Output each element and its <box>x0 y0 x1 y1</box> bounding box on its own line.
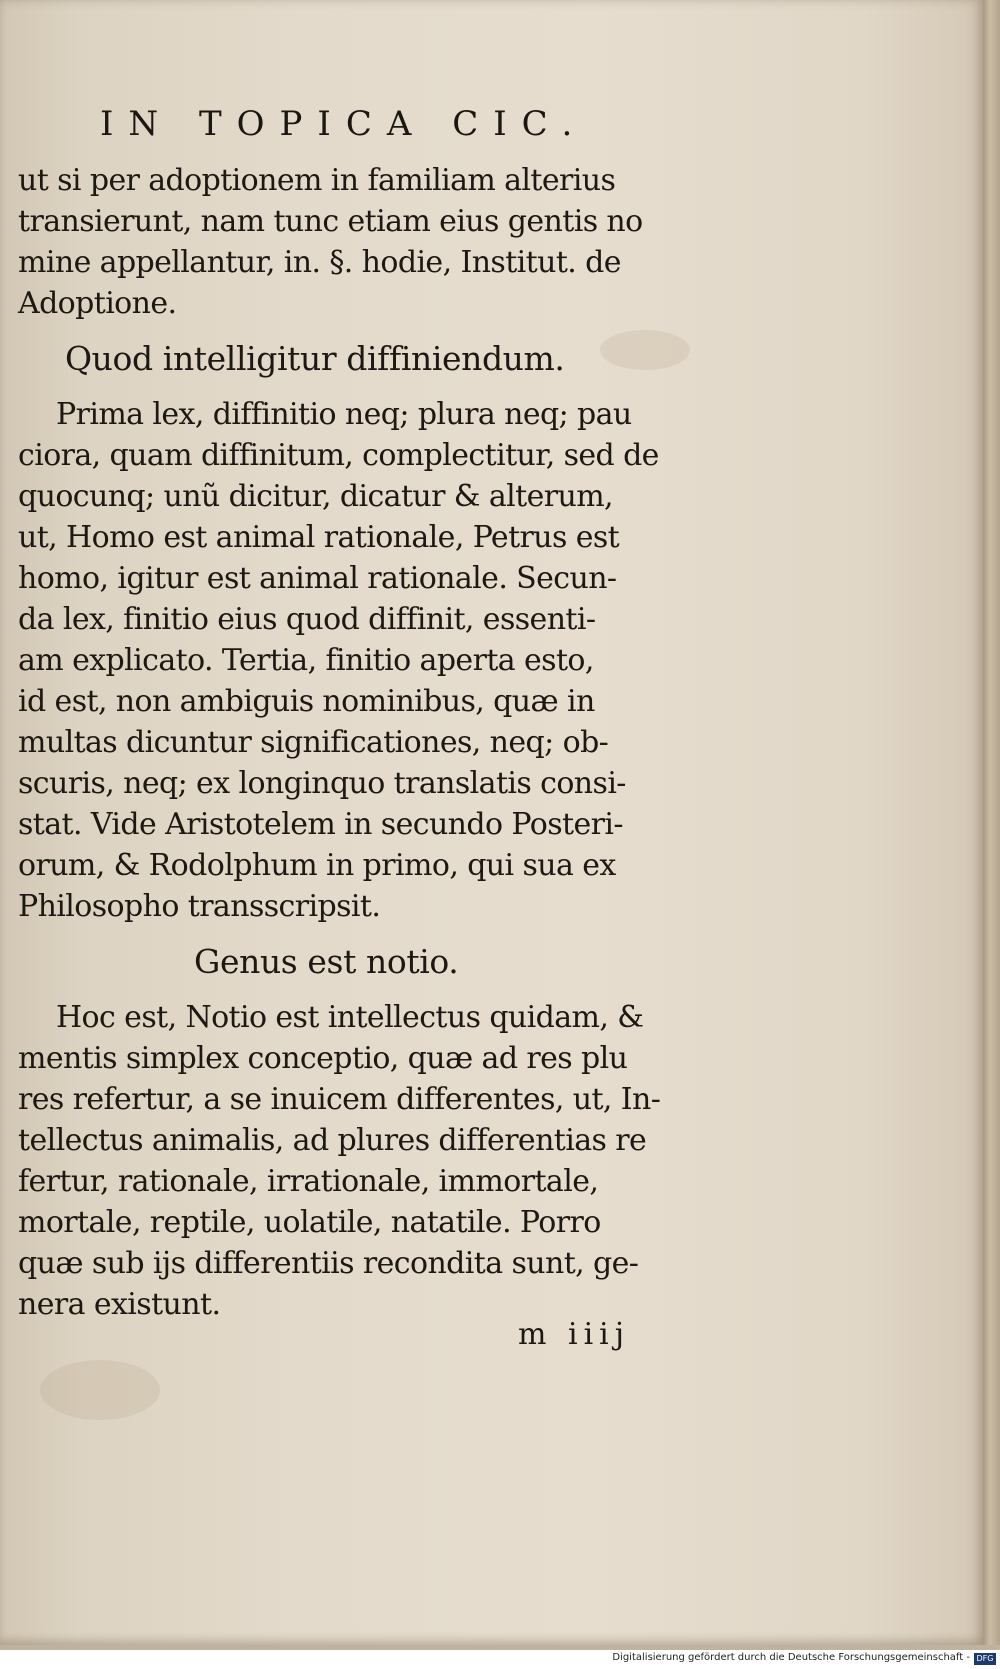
text-line: mine appellantur, in. §. hodie, Institut. de <box>18 245 621 280</box>
running-head: IN TOPICA CIC. <box>100 104 588 144</box>
text-line: multas dicuntur significationes, neq; ob- <box>18 725 609 760</box>
text-line: nera existunt. <box>18 1287 221 1322</box>
text-line: mentis simplex conceptio, quæ ad res plu <box>18 1041 628 1076</box>
text-line: ut, Homo est animal rationale, Petrus est <box>18 520 620 555</box>
text-line: homo, igitur est animal rationale. Secun- <box>18 561 617 596</box>
text-block <box>18 160 678 1325</box>
signature-mark: m iiij <box>518 1317 631 1352</box>
section-heading: Genus est notio. <box>194 942 459 981</box>
text-line: fertur, rationale, irrationale, immortale, <box>18 1164 599 1199</box>
text-line: Prima lex, diffinitio neq; plura neq; pau <box>56 397 632 432</box>
text-line: mortale, reptile, uolatile, natatile. Porro <box>18 1205 601 1240</box>
page-edge <box>983 0 1000 1645</box>
text-line: am explicato. Tertia, finitio aperta esto, <box>18 643 594 678</box>
text-line: id est, non ambiguis nominibus, quæ in <box>18 684 595 719</box>
text-line: orum, & Rodolphum in primo, qui sua ex <box>18 848 616 883</box>
text-line: ut si per adoptionem in familiam alterius <box>18 163 616 198</box>
footer-bar <box>0 1650 1000 1669</box>
text-line: stat. Vide Aristotelem in secundo Posteri- <box>18 807 623 842</box>
section-heading: Quod intelligitur diffiniendum. <box>65 339 565 378</box>
text-line: transierunt, nam tunc etiam eius gentis no <box>18 204 643 239</box>
text-line: Hoc est, Notio est intellectus quidam, & <box>56 1000 644 1035</box>
text-line: tellectus animalis, ad plures differentias re <box>18 1123 647 1158</box>
paper-stain <box>40 1360 160 1420</box>
text-line: Adoptione. <box>18 286 177 321</box>
text-line: quocunq; unũ dicitur, dicatur & alterum, <box>18 479 613 514</box>
text-line: ciora, quam diffinitum, complectitur, sed de <box>18 438 659 473</box>
text-line: da lex, finitio eius quod diffinit, essenti- <box>18 602 596 637</box>
text-line: scuris, neq; ex longinquo translatis consi- <box>18 766 626 801</box>
footer-credit: Digitalisierung gefördert durch die Deutsche Forschungsgemeinschaft - <box>612 1652 970 1663</box>
text-line: quæ sub ijs differentiis recondita sunt, ge- <box>18 1246 639 1281</box>
text-line: Philosopho transscripsit. <box>18 889 381 924</box>
dfg-logo-icon: DFG <box>974 1653 996 1665</box>
text-line: res refertur, a se inuicem differentes, ut, In- <box>18 1082 661 1117</box>
